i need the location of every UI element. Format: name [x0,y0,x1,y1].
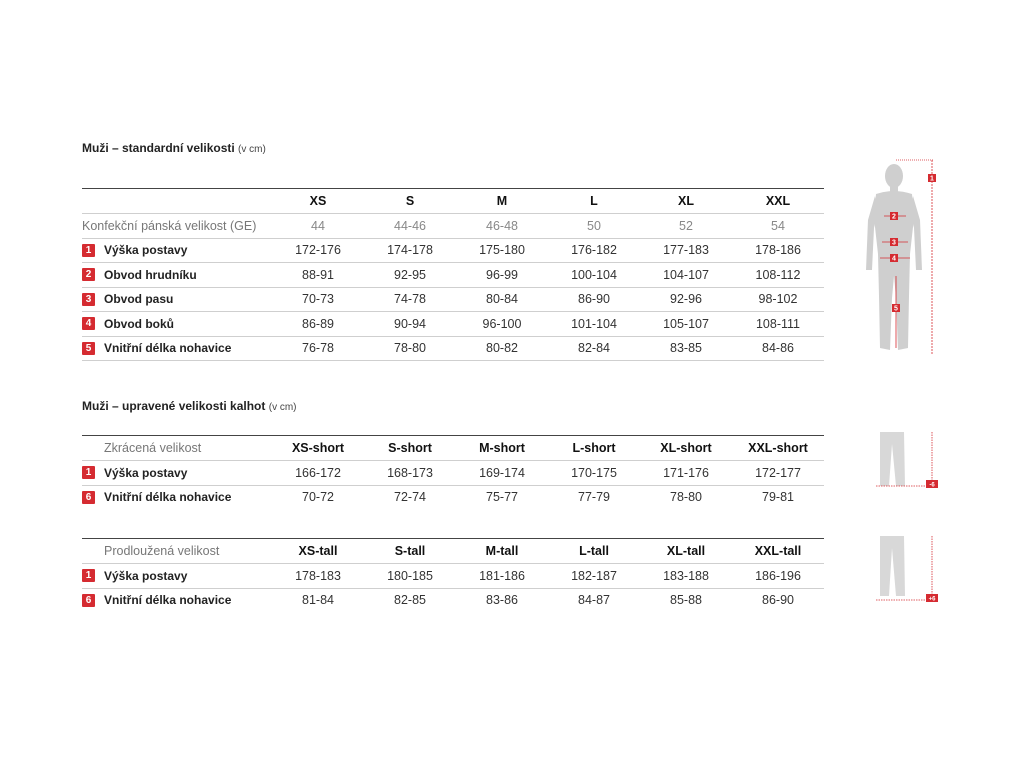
table-row [82,589,824,613]
table-cell: 174-178 [387,243,433,258]
marker-1: 1 [930,175,934,183]
table-cell: 169-174 [479,465,525,480]
table-row [82,288,824,313]
number-badge: 3 [82,293,95,306]
table-cell: 83-86 [486,593,518,608]
table-cell: 70-72 [302,490,334,505]
marker-5: 5 [894,305,898,313]
size-header: XS [309,194,327,208]
section-title-adjusted: Muži – upravené velikosti kalhot (v cm) [82,399,297,413]
table-cell: 171-176 [663,465,709,480]
short-size-table [82,435,824,509]
table-cell: 72-74 [394,490,426,505]
pants-tall-icon [880,536,905,596]
table-row [82,214,824,239]
table-cell: 183-188 [663,568,709,583]
table-cell: 84-87 [578,593,610,608]
table-cell: 96-99 [486,267,518,282]
row-label: Výška postavy [104,465,188,480]
number-badge: 4 [82,317,95,330]
row-label: Obvod pasu [104,292,174,307]
table-cell: 182-187 [571,568,617,583]
table-cell: 172-176 [295,243,341,258]
table-cell: 177-183 [663,243,709,258]
size-header: S-tall [394,544,426,558]
table-cell: 44-46 [394,218,426,233]
row-label: Vnitřní délka nohavice [104,593,232,608]
table-cell: 78-80 [670,490,702,505]
number-badge: 2 [82,268,95,281]
row-label: Výška postavy [104,568,188,583]
table-cell: 82-84 [578,341,610,356]
size-header: XS-short [291,441,345,455]
row-label: Vnitřní délka nohavice [104,490,232,505]
table-row [82,486,824,510]
table-cell: 178-183 [295,568,341,583]
table-cell: 105-107 [663,316,709,331]
table-cell: 74-78 [394,292,426,307]
size-header: M-tall [485,544,519,558]
table-row [82,263,824,288]
table-cell: 176-182 [571,243,617,258]
number-badge: 6 [82,491,95,504]
table-row [82,461,824,486]
pants-tall-figure [870,534,940,604]
table-cell: 77-79 [578,490,610,505]
table-cell: 84-86 [762,341,794,356]
tall-size-table [82,538,824,612]
row-label: Obvod boků [104,316,174,331]
table-row [82,337,824,362]
table-cell: 75-77 [486,490,518,505]
table-header-row [82,539,824,564]
size-header: L-tall [579,544,609,558]
marker-4: 4 [892,255,896,263]
table-cell: 92-95 [394,267,426,282]
row-label: Obvod hrudníku [104,267,197,282]
table-cell: 44 [311,218,325,233]
size-header: M-short [479,441,525,455]
table-cell: 52 [679,218,693,233]
table-cell: 80-82 [486,341,518,356]
size-header: XL-short [660,441,712,455]
table-cell: 186-196 [755,568,801,583]
row-label: Prodloužená velikost [104,544,220,558]
number-badge: 5 [82,342,95,355]
table-cell: 100-104 [571,267,617,282]
number-badge: 1 [82,244,95,257]
size-header: L [590,194,598,208]
table-cell: 166-172 [295,465,341,480]
size-header: XXL [765,194,791,208]
table-cell: 168-173 [387,465,433,480]
table-cell: 79-81 [762,490,794,505]
marker-2: 2 [892,213,896,221]
size-header: XS-tall [298,544,338,558]
size-header: XXL-tall [754,544,802,558]
body-silhouette-figure [862,158,938,358]
size-header: L-short [572,441,616,455]
standard-size-table [82,188,824,361]
row-label: Vnitřní délka nohavice [104,341,232,356]
table-cell: 50 [587,218,601,233]
table-cell: 81-84 [302,593,334,608]
number-badge: 1 [82,466,95,479]
table-cell: 175-180 [479,243,525,258]
marker-minus-6: -6 [929,482,935,489]
table-row [82,564,824,589]
table-cell: 180-185 [387,568,433,583]
size-header: XXL-short [748,441,808,455]
pants-short-icon [880,432,905,486]
size-header: S [405,194,415,208]
table-cell: 54 [771,218,785,233]
number-badge: 1 [82,569,95,582]
size-header: XL-tall [666,544,706,558]
table-cell: 181-186 [479,568,525,583]
table-cell: 178-186 [755,243,801,258]
table-cell: 83-85 [670,341,702,356]
table-cell: 108-111 [755,316,801,331]
table-cell: 85-88 [670,593,702,608]
pants-short-figure [870,430,940,494]
table-cell: 108-112 [755,267,801,282]
table-row [82,312,824,337]
row-label: Zkrácená velikost [104,441,202,455]
table-cell: 70-73 [302,292,334,307]
table-cell: 98-102 [758,292,798,307]
table-header-row [82,189,824,214]
number-badge: 6 [82,594,95,607]
size-header: M [496,194,508,208]
size-header: S-short [388,441,432,455]
size-header: XL [678,194,694,208]
table-cell: 86-89 [302,316,334,331]
table-cell: 101-104 [571,316,617,331]
section-title-standard: Muži – standardní velikosti (v cm) [82,141,266,155]
table-cell: 76-78 [302,341,334,356]
table-cell: 170-175 [571,465,617,480]
table-cell: 86-90 [578,292,610,307]
row-label: Výška postavy [104,243,188,258]
table-cell: 92-96 [670,292,702,307]
table-cell: 172-177 [755,465,801,480]
table-cell: 96-100 [482,316,522,331]
table-cell: 80-84 [486,292,518,307]
marker-3: 3 [892,239,896,247]
row-label: Konfekční pánská velikost (GE) [82,218,257,233]
table-row [82,239,824,264]
table-cell: 88-91 [302,267,334,282]
table-cell: 78-80 [394,341,426,356]
marker-plus-6: +6 [928,596,936,603]
table-cell: 90-94 [394,316,426,331]
table-cell: 82-85 [394,593,426,608]
table-cell: 86-90 [762,593,794,608]
table-header-row [82,436,824,461]
table-cell: 46-48 [486,218,518,233]
table-cell: 104-107 [663,267,709,282]
